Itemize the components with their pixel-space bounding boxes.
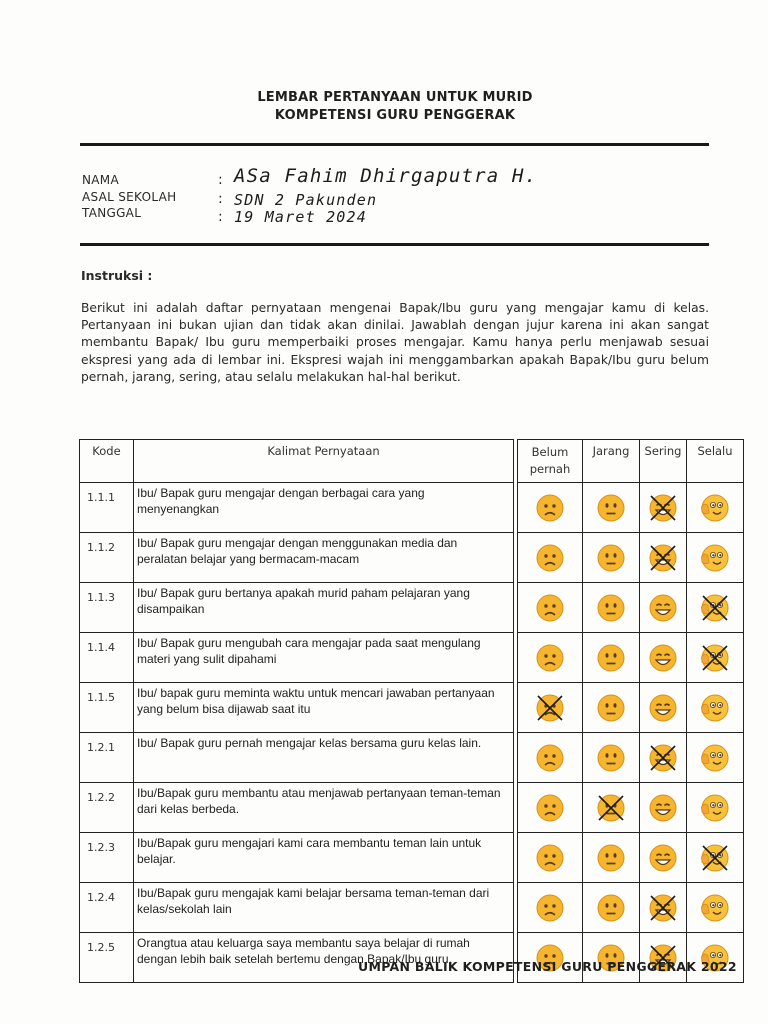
table-header-row [80,440,744,483]
row-code: 1.1.1 [80,483,134,533]
response-cell[interactable] [687,683,744,733]
table-row [80,683,744,733]
row-statement: Ibu/Bapak guru membantu atau menjawab pertanyaan teman-teman dari kelas berbeda. [134,783,514,833]
survey-table [79,439,744,983]
date-value: 19 Maret 2024 [234,208,367,226]
sad-face-icon [535,493,565,523]
response-cell[interactable] [583,833,640,883]
date-label: TANGGAL [82,206,142,220]
table-row [80,833,744,883]
row-statement: Ibu/ Bapak guru mengajar dengan berbagai cara yang menyenangkan [134,483,514,533]
response-cell[interactable] [640,883,687,933]
response-cell[interactable] [687,633,744,683]
school-colon: : [218,191,223,207]
instructions-body: Berikut ini adalah daftar pernyataan mengenai Bapak/Ibu guru yang mengajar kamu di kelas. Pertanyaan ini bukan ujian dan tidak akan dinilai. Jawablah dengan jujur karena ini akan sangat membantu Bapak/ Ibu guru memperbaiki proses mengajar. Kamu hanya perlu menjawab sesuai ekspresi yang ada di lembar ini. Ekspresi wajah ini menggambarkan apakah Bapak/Ibu guru belum pernah, jarang, sering, atau selalu melakukan hal-hal berikut. [81,301,709,384]
name-value: ASa Fahim Dhirgaputra H. [234,165,538,187]
grin-face-icon [648,843,678,873]
row-statement: Ibu/Bapak guru mengajari kami cara membantu teman lain untuk belajar. [134,833,514,883]
thumbs-up-face-icon [700,893,730,923]
row-code: 1.2.2 [80,783,134,833]
response-cell[interactable] [518,933,583,983]
thumbs-up-face-icon [700,593,730,623]
response-cell[interactable] [687,933,744,983]
row-statement: Orangtua atau keluarga saya membantu saya belajar di rumah dengan lebih baik setelah bertemu dengan Bapak/Ibu guru. [134,933,514,983]
thumbs-up-face-icon [700,793,730,823]
row-statement: Ibu/ Bapak guru mengajar dengan menggunakan media dan peralatan belajar yang bermacam-macam [134,533,514,583]
response-cell[interactable] [518,833,583,883]
response-cell[interactable] [583,733,640,783]
row-code: 1.2.3 [80,833,134,883]
grin-face-icon [648,643,678,673]
row-code: 1.1.4 [80,633,134,683]
row-code: 1.1.2 [80,533,134,583]
name-label: NAMA [82,173,119,187]
grin-face-icon [648,793,678,823]
document-title-line2: KOMPETENSI GURU PENGGERAK [274,108,516,123]
response-cell[interactable] [583,933,640,983]
response-cell[interactable] [640,633,687,683]
response-cell[interactable] [583,883,640,933]
response-cell[interactable] [518,633,583,683]
sad-face-icon [535,593,565,623]
name-colon: : [218,172,223,188]
response-cell[interactable] [640,483,687,533]
response-cell[interactable] [640,833,687,883]
response-cell[interactable] [518,683,583,733]
header-statement: Kalimat Pernyataan [134,440,514,483]
response-cell[interactable] [518,583,583,633]
response-cell[interactable] [640,733,687,783]
response-cell[interactable] [518,533,583,583]
sad-face-icon [535,743,565,773]
header-jarang: Jarang [583,440,640,483]
thumbs-up-face-icon [700,693,730,723]
instructions-title: Instruksi : [81,268,153,283]
row-code: 1.1.5 [80,683,134,733]
grin-face-icon [648,743,678,773]
response-cell[interactable] [518,783,583,833]
neutral-face-icon [596,693,626,723]
sad-face-icon [535,893,565,923]
response-cell[interactable] [583,633,640,683]
document-title-line1: LEMBAR PERTANYAAN UNTUK MURID [257,90,533,105]
header-sering: Sering [640,440,687,483]
sad-face-icon [535,793,565,823]
neutral-face-icon [596,593,626,623]
response-cell[interactable] [687,583,744,633]
response-cell[interactable] [687,533,744,583]
header-belum-pernah [518,440,583,483]
thumbs-up-face-icon [700,843,730,873]
neutral-face-icon [596,743,626,773]
response-cell[interactable] [640,783,687,833]
row-statement: Ibu/ Bapak guru pernah mengajar kelas bersama guru kelas lain. [134,733,514,783]
divider-bottom [80,243,709,246]
grin-face-icon [648,543,678,573]
table-row [80,733,744,783]
response-cell[interactable] [518,883,583,933]
grin-face-icon [648,893,678,923]
response-cell[interactable] [687,883,744,933]
row-statement: Ibu/ Bapak guru mengubah cara mengajar pada saat mengulang materi yang sulit dipahami [134,633,514,683]
table-row [80,633,744,683]
table-row [80,783,744,833]
row-code: 1.2.4 [80,883,134,933]
grin-face-icon [648,693,678,723]
row-statement: Ibu/Bapak guru mengajak kami belajar bersama teman-teman dari kelas/sekolah lain [134,883,514,933]
header-code: Kode [80,440,134,483]
response-cell[interactable] [687,833,744,883]
response-cell[interactable] [583,533,640,583]
grin-face-icon [648,493,678,523]
header-belum-line1: Belum [531,445,569,459]
row-code: 1.2.5 [80,933,134,983]
date-colon: : [218,209,223,225]
table-row [80,533,744,583]
neutral-face-icon [596,893,626,923]
table-row [80,933,744,983]
row-code: 1.1.3 [80,583,134,633]
header-belum-line2: pernah [529,462,571,476]
response-cell[interactable] [640,683,687,733]
response-cell[interactable] [583,783,640,833]
header-selalu: Selalu [687,440,744,483]
response-cell[interactable] [583,483,640,533]
thumbs-up-face-icon [700,743,730,773]
row-code: 1.2.1 [80,733,134,783]
neutral-face-icon [596,793,626,823]
response-cell[interactable] [640,583,687,633]
footer-text: UMPAN BALIK KOMPETENSI GURU PENGGERAK 2022 [358,959,737,974]
response-cell[interactable] [640,933,687,983]
response-cell[interactable] [583,683,640,733]
row-statement: Ibu/ Bapak guru bertanya apakah murid paham pelajaran yang disampaikan [134,583,514,633]
table-row [80,583,744,633]
thumbs-up-face-icon [700,493,730,523]
divider-top [80,143,709,146]
sad-face-icon [535,843,565,873]
school-label: ASAL SEKOLAH [82,190,177,204]
grin-face-icon [648,593,678,623]
sad-face-icon [535,543,565,573]
sad-face-icon [535,643,565,673]
neutral-face-icon [596,843,626,873]
response-cell[interactable] [687,733,744,783]
table-row [80,483,744,533]
response-cell[interactable] [583,583,640,633]
response-cell[interactable] [687,783,744,833]
neutral-face-icon [596,493,626,523]
thumbs-up-face-icon [700,643,730,673]
response-cell[interactable] [640,533,687,583]
response-cell[interactable] [518,483,583,533]
row-statement: Ibu/ bapak guru meminta waktu untuk mencari jawaban pertanyaan yang belum bisa dijawab saat itu [134,683,514,733]
neutral-face-icon [596,543,626,573]
response-cell[interactable] [687,483,744,533]
table-row [80,883,744,933]
neutral-face-icon [596,643,626,673]
thumbs-up-face-icon [700,543,730,573]
school-value: SDN 2 Pakunden [234,191,378,209]
response-cell[interactable] [518,733,583,783]
sad-face-icon [535,693,565,723]
